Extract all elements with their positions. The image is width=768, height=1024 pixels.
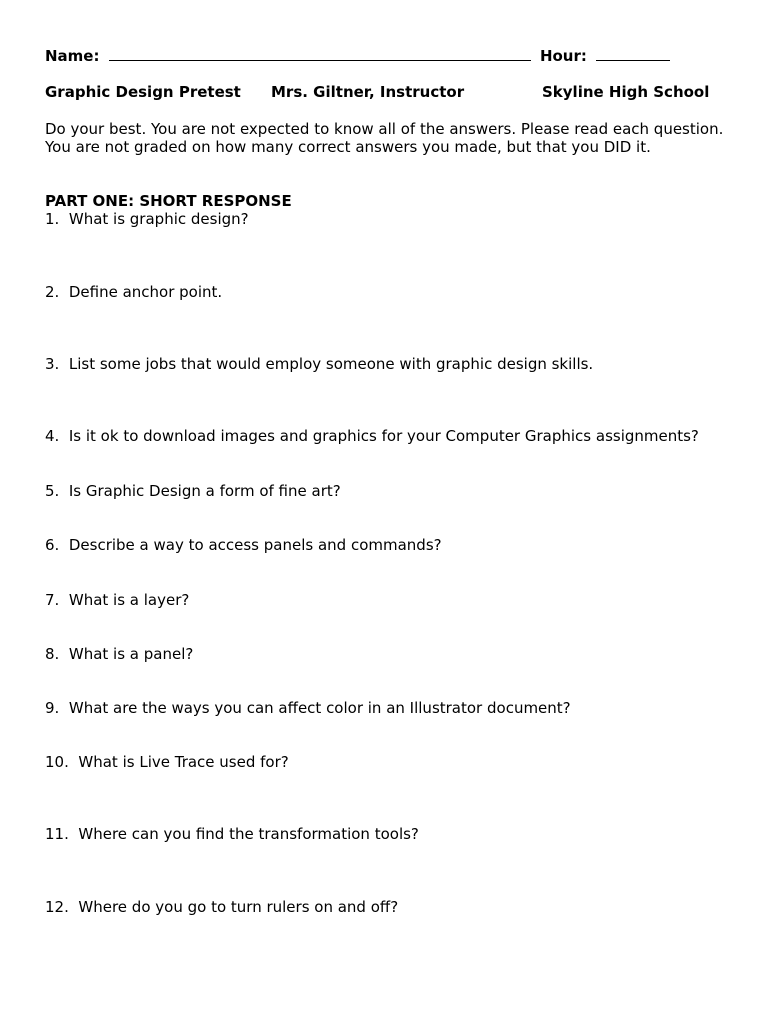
question-item — [45, 536, 442, 554]
question-item — [45, 898, 398, 916]
question-number: 3. — [45, 355, 60, 373]
question-text: Define anchor point. — [68, 283, 223, 301]
course-info-row — [45, 83, 241, 101]
question-number: 11. — [45, 825, 69, 843]
question-item — [45, 699, 571, 717]
hour-blank[interactable] — [596, 46, 670, 61]
name-label: Name: — [45, 47, 100, 65]
question-item — [45, 591, 189, 609]
hour-label: Hour: — [539, 47, 587, 65]
question-item — [45, 825, 419, 843]
question-number: 9. — [45, 699, 60, 717]
question-text: Where do you go to turn rulers on and off? — [78, 898, 399, 916]
question-text: What is graphic design? — [68, 210, 249, 228]
question-item — [45, 355, 593, 373]
question-number: 4. — [45, 427, 60, 445]
question-number: 7. — [45, 591, 60, 609]
question-item — [45, 427, 699, 445]
question-text: Is it ok to download images and graphics for your Computer Graphics assignments? — [68, 427, 699, 445]
question-item — [45, 482, 341, 500]
question-item — [45, 283, 222, 301]
question-number: 12. — [45, 898, 69, 916]
question-item — [45, 753, 289, 771]
question-text: List some jobs that would employ someone with graphic design skills. — [68, 355, 594, 373]
school-name: Skyline High School — [542, 83, 710, 101]
question-item — [45, 210, 249, 228]
question-text: What is Live Trace used for? — [78, 753, 289, 771]
question-text: What is a panel? — [68, 645, 194, 663]
question-number: 6. — [45, 536, 60, 554]
question-number: 1. — [45, 210, 60, 228]
question-text: Where can you find the transformation tools? — [78, 825, 419, 843]
question-item — [45, 645, 193, 663]
name-hour-row — [45, 46, 670, 65]
question-text: Describe a way to access panels and commands? — [68, 536, 442, 554]
question-number: 8. — [45, 645, 60, 663]
question-text: Is Graphic Design a form of fine art? — [68, 482, 341, 500]
question-text: What are the ways you can affect color in an Illustrator document? — [68, 699, 571, 717]
name-blank[interactable] — [109, 46, 531, 61]
question-text: What is a layer? — [68, 591, 190, 609]
part-one-heading: PART ONE: SHORT RESPONSE — [45, 192, 292, 210]
course-title: Graphic Design Pretest — [45, 83, 241, 101]
instructor-text: Mrs. Giltner, Instructor — [271, 83, 465, 101]
question-number: 5. — [45, 482, 60, 500]
instructions-paragraph: Do your best. You are not expected to know all of the answers. Please read each question. You are not graded on how many correct answers you made, but that you DID it. — [45, 120, 724, 156]
question-number: 2. — [45, 283, 60, 301]
question-number: 10. — [45, 753, 69, 771]
